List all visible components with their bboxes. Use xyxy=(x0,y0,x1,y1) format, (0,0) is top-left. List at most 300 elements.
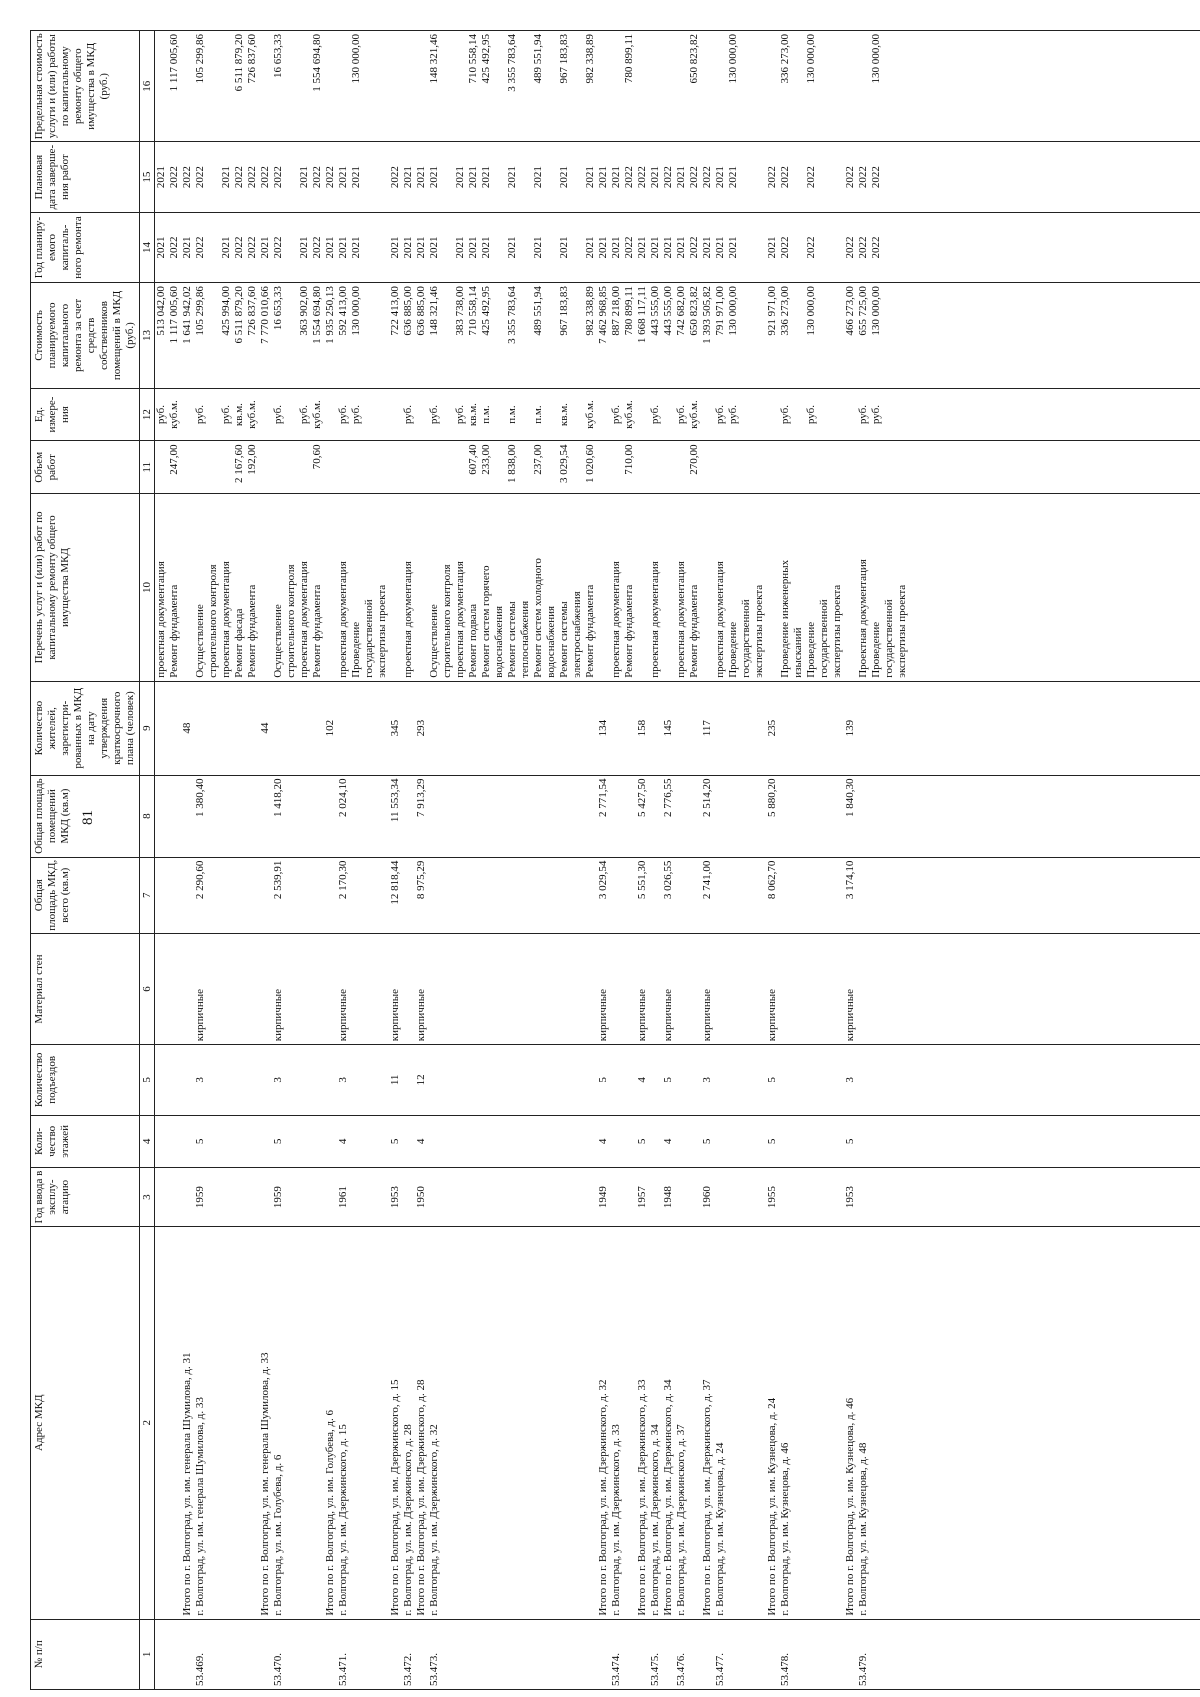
cell-wall-material xyxy=(428,933,441,1044)
cell-premises-area xyxy=(558,775,571,857)
table-body xyxy=(155,31,1200,1690)
cell-max-cost xyxy=(324,31,337,142)
cell-completion-date: 2021 xyxy=(415,142,428,212)
cell-address: г. Волгоград, ул. им. Голубева, д. 6 xyxy=(272,1226,285,1619)
cell-total-area xyxy=(857,857,870,933)
cell-floors xyxy=(493,1115,506,1168)
cell-unit xyxy=(818,388,831,441)
cell-total-area xyxy=(870,857,883,933)
cell-work-volume: 2 167,60 xyxy=(233,441,246,494)
cell-completion-date: 2022 xyxy=(233,142,246,212)
cell-row-number xyxy=(636,1619,649,1689)
cell-row-number: 53.473. xyxy=(428,1619,441,1689)
cell-works-list: строительного контроля xyxy=(285,494,298,682)
cell-max-cost xyxy=(402,31,415,142)
cell-address xyxy=(311,1226,324,1619)
table-row xyxy=(376,31,389,1690)
cell-year-built xyxy=(714,1168,727,1227)
cell-cost xyxy=(831,283,844,389)
cell-year-built xyxy=(649,1168,662,1227)
cell-repair-year: 2021 xyxy=(467,212,480,282)
cell-works-list: проектная документация xyxy=(155,494,169,682)
column-number: 7 xyxy=(140,857,155,933)
table-row xyxy=(714,31,727,1690)
cell-residents xyxy=(454,681,467,775)
cell-repair-year: 2021 xyxy=(337,212,350,282)
cell-floors xyxy=(610,1115,623,1168)
cell-year-built xyxy=(753,1168,766,1227)
cell-completion-date xyxy=(818,142,831,212)
cell-work-volume: 233,00 xyxy=(480,441,493,494)
cell-wall-material xyxy=(363,933,376,1044)
cell-works-list: экспертизы проекта xyxy=(753,494,766,682)
cell-address: г. Волгоград, ул. им. Дзержинского, д. 37 xyxy=(675,1226,688,1619)
cell-year-built xyxy=(207,1168,220,1227)
cell-premises-area xyxy=(792,775,805,857)
cell-address xyxy=(233,1226,246,1619)
cell-completion-date: 2021 xyxy=(532,142,545,212)
table-row xyxy=(532,31,545,1690)
cell-entrances xyxy=(324,1045,337,1115)
cell-premises-area xyxy=(623,775,636,857)
cell-unit xyxy=(597,388,610,441)
cell-residents xyxy=(805,681,818,775)
cell-work-volume xyxy=(610,441,623,494)
cell-max-cost xyxy=(454,31,467,142)
cell-works-list: Проектная документация xyxy=(857,494,870,682)
cell-max-cost xyxy=(155,31,169,142)
cell-repair-year: 2021 xyxy=(480,212,493,282)
cell-cost xyxy=(818,283,831,389)
cell-wall-material xyxy=(467,933,480,1044)
cell-row-number: 53.470. xyxy=(272,1619,285,1689)
cell-completion-date: 2022 xyxy=(844,142,857,212)
cell-entrances xyxy=(519,1045,532,1115)
cell-premises-area xyxy=(454,775,467,857)
column-number: 15 xyxy=(140,142,155,212)
cell-max-cost: 726 837,60 xyxy=(246,31,259,142)
column-number: 4 xyxy=(140,1115,155,1168)
cell-total-area xyxy=(402,857,415,933)
cell-entrances xyxy=(207,1045,220,1115)
cell-repair-year: 2021 xyxy=(506,212,519,282)
cell-wall-material xyxy=(480,933,493,1044)
header-wall-material: Материал стен xyxy=(31,933,140,1044)
cell-completion-date: 2022 xyxy=(194,142,207,212)
cell-floors xyxy=(740,1115,753,1168)
cell-row-number: 53.475. xyxy=(649,1619,662,1689)
cell-entrances xyxy=(233,1045,246,1115)
cell-repair-year: 2022 xyxy=(857,212,870,282)
cell-floors: 4 xyxy=(597,1115,610,1168)
cell-works-list: проектная документация xyxy=(649,494,662,682)
cell-works-list: проектная документация xyxy=(610,494,623,682)
cell-row-number xyxy=(870,1619,883,1689)
table-row xyxy=(181,31,194,1690)
header-completion-date: Плановая дата заверше-ния работ xyxy=(31,142,140,212)
cell-completion-date: 2021 xyxy=(350,142,363,212)
cell-work-volume xyxy=(272,441,285,494)
cell-unit: руб. xyxy=(857,388,870,441)
cell-floors xyxy=(532,1115,545,1168)
cell-address xyxy=(480,1226,493,1619)
table-row xyxy=(168,31,181,1690)
cell-unit: куб.м. xyxy=(688,388,701,441)
cell-year-built: 1959 xyxy=(194,1168,207,1227)
cell-repair-year: 2021 xyxy=(415,212,428,282)
cell-work-volume xyxy=(779,441,792,494)
filler-cell xyxy=(909,1115,1200,1168)
cell-unit: п.м. xyxy=(506,388,519,441)
cell-unit xyxy=(285,388,298,441)
header-total-area: Общая площадь МКД, всего (кв.м) xyxy=(31,857,140,933)
cell-residents xyxy=(714,681,727,775)
cell-premises-area xyxy=(727,775,740,857)
filler-cell xyxy=(909,494,1200,682)
cell-wall-material xyxy=(558,933,571,1044)
cell-repair-year: 2021 xyxy=(259,212,272,282)
cell-completion-date xyxy=(207,142,220,212)
cell-total-area xyxy=(740,857,753,933)
cell-year-built xyxy=(584,1168,597,1227)
cell-work-volume: 710,00 xyxy=(623,441,636,494)
table-row xyxy=(597,31,610,1690)
cell-repair-year xyxy=(363,212,376,282)
cell-residents xyxy=(285,681,298,775)
cell-completion-date xyxy=(896,142,909,212)
cell-repair-year: 2021 xyxy=(389,212,402,282)
cell-max-cost xyxy=(740,31,753,142)
cell-year-built xyxy=(493,1168,506,1227)
header-max-cost: Предельная стоимость услуги и (или) работы по капитальному ремонту общего имущества в МКД (руб.) xyxy=(31,31,140,142)
cell-works-list: Проведение xyxy=(870,494,883,682)
cell-repair-year: 2021 xyxy=(597,212,610,282)
cell-repair-year: 2022 xyxy=(805,212,818,282)
cell-floors xyxy=(584,1115,597,1168)
cell-address: Итого по г. Волгоград, ул. им. Дзержинского, д. 15 xyxy=(389,1226,402,1619)
table-row xyxy=(857,31,870,1690)
filler-cell xyxy=(909,142,1200,212)
table-row xyxy=(610,31,623,1690)
cell-completion-date xyxy=(441,142,454,212)
cell-repair-year: 2021 xyxy=(584,212,597,282)
cell-residents xyxy=(792,681,805,775)
cell-row-number xyxy=(168,1619,181,1689)
table-row xyxy=(519,31,532,1690)
cell-repair-year: 2021 xyxy=(662,212,675,282)
cell-cost xyxy=(740,283,753,389)
cell-completion-date: 2021 xyxy=(558,142,571,212)
table-row xyxy=(480,31,493,1690)
cell-row-number xyxy=(181,1619,194,1689)
cell-completion-date: 2022 xyxy=(272,142,285,212)
cell-residents xyxy=(545,681,558,775)
cell-repair-year: 2022 xyxy=(844,212,857,282)
cell-row-number: 53.477. xyxy=(714,1619,727,1689)
cell-address xyxy=(727,1226,740,1619)
cell-premises-area xyxy=(207,775,220,857)
header-entrances: Количество подъездов xyxy=(31,1045,140,1115)
cell-row-number: 53.474. xyxy=(610,1619,623,1689)
cell-entrances xyxy=(545,1045,558,1115)
cell-total-area xyxy=(558,857,571,933)
cell-cost: 1 393 505,82 xyxy=(701,283,714,389)
column-number: 11 xyxy=(140,441,155,494)
cell-max-cost: 6 511 879,20 xyxy=(233,31,246,142)
cell-row-number xyxy=(480,1619,493,1689)
cell-repair-year xyxy=(207,212,220,282)
cell-completion-date: 2021 xyxy=(649,142,662,212)
cell-floors xyxy=(675,1115,688,1168)
table-row xyxy=(727,31,740,1690)
cell-completion-date: 2021 xyxy=(337,142,350,212)
cell-residents xyxy=(558,681,571,775)
cell-unit: руб. xyxy=(727,388,740,441)
cell-entrances xyxy=(805,1045,818,1115)
cell-work-volume xyxy=(714,441,727,494)
cell-entrances xyxy=(623,1045,636,1115)
cell-completion-date: 2021 xyxy=(675,142,688,212)
cell-unit: руб. xyxy=(610,388,623,441)
cell-year-built: 1953 xyxy=(844,1168,857,1227)
cell-max-cost xyxy=(753,31,766,142)
cell-year-built xyxy=(454,1168,467,1227)
cell-total-area xyxy=(428,857,441,933)
table-row xyxy=(571,31,584,1690)
cell-repair-year: 2021 xyxy=(350,212,363,282)
cell-year-built xyxy=(727,1168,740,1227)
cell-entrances xyxy=(883,1045,896,1115)
cell-address: Итого по г. Волгоград, ул. им. Дзержинского, д. 37 xyxy=(701,1226,714,1619)
cell-address: г. Волгоград, ул. им. Дзержинского, д. 15 xyxy=(337,1226,350,1619)
cell-floors xyxy=(896,1115,909,1168)
cell-residents xyxy=(818,681,831,775)
cell-floors xyxy=(649,1115,662,1168)
cell-total-area xyxy=(480,857,493,933)
cell-repair-year xyxy=(896,212,909,282)
cell-address xyxy=(363,1226,376,1619)
table-row xyxy=(883,31,896,1690)
cell-max-cost xyxy=(389,31,402,142)
table-row xyxy=(545,31,558,1690)
cell-work-volume xyxy=(844,441,857,494)
cell-completion-date: 2021 xyxy=(480,142,493,212)
cell-repair-year xyxy=(376,212,389,282)
cell-row-number xyxy=(831,1619,844,1689)
cell-year-built xyxy=(506,1168,519,1227)
cell-residents xyxy=(857,681,870,775)
cell-work-volume xyxy=(207,441,220,494)
cell-work-volume xyxy=(597,441,610,494)
cell-row-number xyxy=(324,1619,337,1689)
cell-floors xyxy=(311,1115,324,1168)
cell-max-cost xyxy=(896,31,909,142)
cell-works-list: Ремонт фундамента xyxy=(311,494,324,682)
cell-entrances xyxy=(493,1045,506,1115)
cell-max-cost: 1 117 005,60 xyxy=(168,31,181,142)
cell-residents: 158 xyxy=(636,681,649,775)
column-number: 16 xyxy=(140,31,155,142)
cell-unit xyxy=(181,388,194,441)
cell-completion-date: 2022 xyxy=(870,142,883,212)
cell-wall-material xyxy=(818,933,831,1044)
cell-residents xyxy=(467,681,480,775)
cell-works-list: Ремонт системы xyxy=(506,494,519,682)
cell-residents: 134 xyxy=(597,681,610,775)
cell-unit: руб. xyxy=(272,388,285,441)
cell-year-built xyxy=(259,1168,272,1227)
cell-wall-material: кирпичные xyxy=(389,933,402,1044)
table-row xyxy=(896,31,909,1690)
cell-row-number xyxy=(233,1619,246,1689)
cell-residents: 235 xyxy=(766,681,779,775)
cell-floors xyxy=(480,1115,493,1168)
table-row xyxy=(870,31,883,1690)
cell-wall-material xyxy=(454,933,467,1044)
table-row xyxy=(415,31,428,1690)
cell-cost xyxy=(571,283,584,389)
cell-year-built xyxy=(805,1168,818,1227)
cell-work-volume xyxy=(298,441,311,494)
cell-unit xyxy=(896,388,909,441)
cell-entrances xyxy=(857,1045,870,1115)
cell-unit xyxy=(766,388,779,441)
cell-floors xyxy=(155,1115,169,1168)
cell-premises-area: 2 771,54 xyxy=(597,775,610,857)
cell-residents xyxy=(402,681,415,775)
cell-residents xyxy=(896,681,909,775)
table-row xyxy=(636,31,649,1690)
cell-unit: руб. xyxy=(298,388,311,441)
cell-row-number xyxy=(584,1619,597,1689)
cell-premises-area xyxy=(571,775,584,857)
cell-unit xyxy=(415,388,428,441)
cell-floors xyxy=(753,1115,766,1168)
cell-unit xyxy=(493,388,506,441)
cell-year-built xyxy=(311,1168,324,1227)
cell-wall-material xyxy=(246,933,259,1044)
cell-row-number: 53.479. xyxy=(857,1619,870,1689)
cell-premises-area xyxy=(259,775,272,857)
cell-wall-material: кирпичные xyxy=(415,933,428,1044)
cell-cost: 130 000,00 xyxy=(805,283,818,389)
cell-completion-date: 2021 xyxy=(506,142,519,212)
cell-unit: руб. xyxy=(402,388,415,441)
cell-cost: 791 971,00 xyxy=(714,283,727,389)
cell-wall-material: кирпичные xyxy=(597,933,610,1044)
cell-unit: руб. xyxy=(805,388,818,441)
cell-residents: 345 xyxy=(389,681,402,775)
cell-total-area: 12 818,44 xyxy=(389,857,402,933)
cell-year-built: 1960 xyxy=(701,1168,714,1227)
cell-year-built: 1955 xyxy=(766,1168,779,1227)
cell-total-area xyxy=(493,857,506,933)
cell-unit xyxy=(259,388,272,441)
cell-premises-area: 2 514,20 xyxy=(701,775,714,857)
cell-repair-year: 2022 xyxy=(311,212,324,282)
cell-unit: руб. xyxy=(220,388,233,441)
cell-completion-date: 2022 xyxy=(311,142,324,212)
cell-max-cost: 967 183,83 xyxy=(558,31,571,142)
cell-row-number xyxy=(389,1619,402,1689)
cell-completion-date: 2022 xyxy=(259,142,272,212)
cell-cost: 16 653,33 xyxy=(272,283,285,389)
cell-floors xyxy=(831,1115,844,1168)
cell-completion-date: 2021 xyxy=(467,142,480,212)
cell-residents xyxy=(220,681,233,775)
cell-address: г. Волгоград, ул. им. генерала Шумилова, д. 33 xyxy=(194,1226,207,1619)
cell-address xyxy=(285,1226,298,1619)
cell-wall-material xyxy=(233,933,246,1044)
cell-year-built xyxy=(324,1168,337,1227)
cell-year-built: 1948 xyxy=(662,1168,675,1227)
cell-cost: 130 000,00 xyxy=(350,283,363,389)
cell-work-volume xyxy=(259,441,272,494)
cell-residents xyxy=(688,681,701,775)
cell-work-volume xyxy=(766,441,779,494)
cell-repair-year: 2021 xyxy=(675,212,688,282)
cell-entrances xyxy=(584,1045,597,1115)
cell-wall-material xyxy=(571,933,584,1044)
header-cost: Стоимость планируемого капитального ремонта за счет средств собственников помещений в МКД (руб.) xyxy=(31,283,140,389)
cell-repair-year: 2021 xyxy=(558,212,571,282)
cell-cost: 513 042,00 xyxy=(155,283,169,389)
cell-premises-area xyxy=(298,775,311,857)
cell-completion-date: 2021 xyxy=(428,142,441,212)
cell-address xyxy=(805,1226,818,1619)
cell-total-area: 8 062,70 xyxy=(766,857,779,933)
column-number: 8 xyxy=(140,775,155,857)
cell-address xyxy=(883,1226,896,1619)
cell-total-area xyxy=(454,857,467,933)
cell-row-number xyxy=(792,1619,805,1689)
table-row xyxy=(155,31,169,1690)
cell-works-list: водоснабжения xyxy=(545,494,558,682)
cell-floors xyxy=(870,1115,883,1168)
cell-row-number xyxy=(740,1619,753,1689)
table-row xyxy=(389,31,402,1690)
table-row xyxy=(831,31,844,1690)
cell-work-volume: 247,00 xyxy=(168,441,181,494)
cell-address: Итого по г. Волгоград, ул. им. генерала Шумилова, д. 33 xyxy=(259,1226,272,1619)
cell-year-built: 1961 xyxy=(337,1168,350,1227)
cell-total-area xyxy=(779,857,792,933)
cell-works-list: Ремонт фасада xyxy=(233,494,246,682)
cell-entrances xyxy=(402,1045,415,1115)
table-row xyxy=(272,31,285,1690)
cell-address: Итого по г. Волгоград, ул. им. Дзержинского, д. 32 xyxy=(597,1226,610,1619)
cell-works-list: экспертизы проекта xyxy=(896,494,909,682)
cell-work-volume: 3 029,54 xyxy=(558,441,571,494)
cell-cost: 655 725,00 xyxy=(857,283,870,389)
cell-address: г. Волгоград, ул. им. Дзержинского, д. 32 xyxy=(428,1226,441,1619)
cell-year-built: 1949 xyxy=(597,1168,610,1227)
cell-works-list: экспертизы проекта xyxy=(831,494,844,682)
cell-unit xyxy=(363,388,376,441)
cell-works-list: проектная документация xyxy=(675,494,688,682)
cell-residents xyxy=(870,681,883,775)
column-number: 1 xyxy=(140,1619,155,1689)
cell-row-number xyxy=(207,1619,220,1689)
cell-year-built xyxy=(779,1168,792,1227)
cell-repair-year: 2021 xyxy=(402,212,415,282)
cell-work-volume xyxy=(324,441,337,494)
table-row xyxy=(428,31,441,1690)
cell-premises-area xyxy=(714,775,727,857)
table-row xyxy=(792,31,805,1690)
cell-floors xyxy=(779,1115,792,1168)
cell-floors: 5 xyxy=(389,1115,402,1168)
